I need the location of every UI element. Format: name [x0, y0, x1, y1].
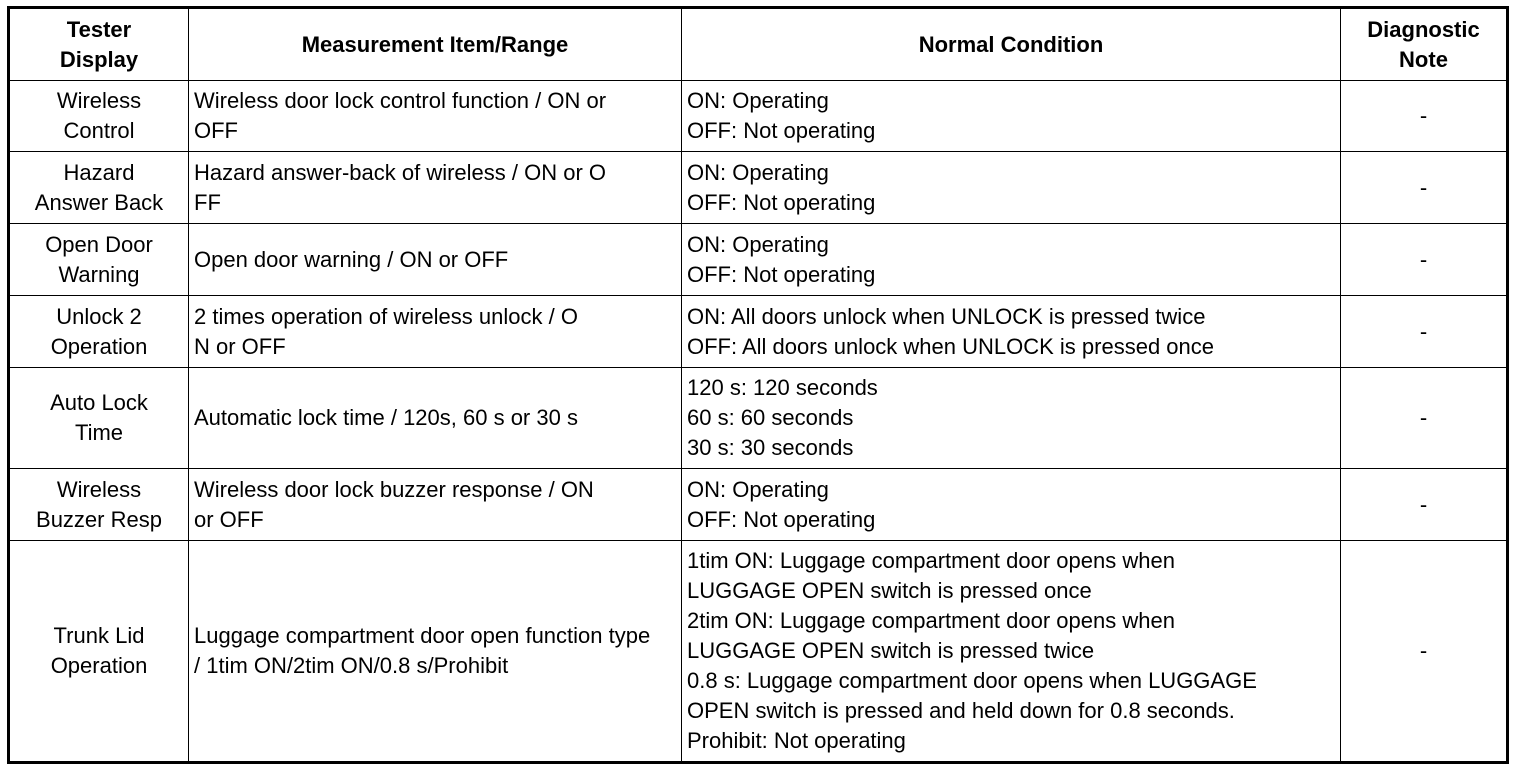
tester-display-cell-line: Wireless [56, 476, 142, 502]
tester-display-cell-line: Trunk Lid [53, 623, 145, 648]
tester-display-cell [9, 81, 189, 152]
table-row [9, 152, 1508, 224]
normal-condition-cell-line: ON: All doors unlock when UNLOCK is pressed twice [687, 303, 1206, 329]
header-tester-display-line-1: Tester [66, 16, 132, 42]
tester-display-cell-line: Open Door [45, 231, 153, 257]
normal-condition-cell-line: OFF: Not operating [687, 261, 876, 287]
measurement-item-cell [189, 152, 682, 224]
measurement-item-cell [189, 469, 682, 541]
measurement-item-cell-line: N or OFF [194, 333, 286, 359]
measurement-item-cell-line: Automatic lock time / 120s, 60 s or 30 s [194, 405, 578, 430]
diagnostic-note-cell [1341, 368, 1508, 469]
diagnostic-note-cell-line: - [1419, 318, 1428, 344]
diagnostic-note-cell-line: - [1419, 103, 1428, 128]
measurement-item-cell [189, 81, 682, 152]
table-row [9, 81, 1508, 152]
normal-condition-cell-line: LUGGAGE OPEN switch is pressed twice [687, 638, 1095, 663]
normal-condition-cell-line: 2tim ON: Luggage compartment door opens when [687, 608, 1175, 633]
normal-condition-cell-line: 0.8 s: Luggage compartment door opens when LUGGAGE [687, 668, 1257, 693]
tester-display-cell-line: Auto Lock [50, 390, 148, 415]
normal-condition-cell-line: ON: Operating [687, 88, 829, 113]
normal-condition-cell-line: 60 s: 60 seconds [687, 405, 854, 430]
tester-display-cell-line: Wireless [56, 88, 142, 113]
normal-condition-cell-line: 120 s: 120 seconds [687, 375, 878, 400]
table-row [9, 368, 1508, 469]
tester-display-cell [9, 296, 189, 368]
measurement-item-cell-line: Wireless door lock buzzer response / ON [194, 476, 594, 502]
diagnostic-note-cell [1341, 152, 1508, 224]
normal-condition-cell-line: ON: Operating [687, 476, 829, 502]
diagnostic-note-cell-line: - [1419, 638, 1428, 663]
tester-display-cell [9, 541, 189, 763]
header-tester-display-line-2: Display [59, 46, 139, 72]
diagnostic-note-cell [1341, 469, 1508, 541]
tester-display-cell [9, 469, 189, 541]
tester-display-cell-line: Answer Back [34, 189, 164, 215]
tester-display-cell-line: Warning [58, 261, 140, 287]
tester-display-cell [9, 224, 189, 296]
tester-display-cell-line: Operation [50, 653, 148, 678]
normal-condition-cell [682, 224, 1341, 296]
measurement-item-cell [189, 541, 682, 763]
normal-condition-cell-line: ON: Operating [687, 231, 829, 257]
normal-condition-cell [682, 541, 1341, 763]
header-diagnostic-note [1341, 8, 1508, 81]
diagnostic-note-cell-line: - [1419, 246, 1428, 272]
measurement-item-cell-line: FF [194, 189, 221, 215]
tester-display-cell-line: Time [74, 420, 124, 445]
normal-condition-cell-line: LUGGAGE OPEN switch is pressed once [687, 578, 1092, 603]
tester-display-cell-line: Buzzer Resp [36, 506, 162, 532]
header-row [9, 8, 1508, 81]
header-diagnostic-note-line-2: Note [1399, 46, 1448, 72]
table-row [9, 541, 1508, 763]
measurement-item-cell [189, 296, 682, 368]
measurement-item-cell-line: / 1tim ON/2tim ON/0.8 s/Prohibit [194, 653, 509, 678]
tester-display-cell-line: Operation [50, 333, 148, 359]
tester-display-cell-line: Unlock 2 [56, 303, 142, 329]
measurement-item-cell-line: Hazard answer-back of wireless / ON or O [194, 159, 607, 185]
normal-condition-cell [682, 81, 1341, 152]
header-diagnostic-note-line-1: Diagnostic [1367, 16, 1480, 42]
diagnostic-note-cell-line: - [1419, 491, 1428, 517]
tester-display-cell-line: Hazard [63, 159, 135, 185]
table-row [9, 469, 1508, 541]
normal-condition-cell [682, 368, 1341, 469]
table-body [9, 81, 1508, 763]
diagnostic-note-cell [1341, 296, 1508, 368]
diagnostic-note-cell-line: - [1419, 174, 1428, 200]
spec-table-wrapper [7, 6, 1509, 764]
header-tester-display [9, 8, 189, 81]
diagnostic-note-cell [1341, 541, 1508, 763]
diagnostic-note-cell [1341, 224, 1508, 296]
normal-condition-cell-line: ON: Operating [687, 159, 829, 185]
measurement-item-cell-line: Open door warning / ON or OFF [194, 246, 509, 272]
tester-display-cell-line: Control [63, 118, 135, 143]
diagnostic-note-cell [1341, 81, 1508, 152]
normal-condition-cell-line: OFF: All doors unlock when UNLOCK is pressed once [687, 333, 1215, 359]
normal-condition-cell [682, 469, 1341, 541]
measurement-item-cell-line: 2 times operation of wireless unlock / O [194, 303, 578, 329]
diagnostic-note-cell-line: - [1419, 405, 1428, 430]
tester-display-cell [9, 152, 189, 224]
normal-condition-cell-line: OPEN switch is pressed and held down for 0.8 seconds. [687, 698, 1235, 723]
normal-condition-cell-line: OFF: Not operating [687, 118, 876, 143]
measurement-item-cell [189, 224, 682, 296]
measurement-item-cell-line: Luggage compartment door open function type [194, 623, 651, 648]
normal-condition-cell-line: Prohibit: Not operating [687, 728, 906, 753]
measurement-item-cell [189, 368, 682, 469]
normal-condition-cell-line: 1tim ON: Luggage compartment door opens when [687, 548, 1175, 573]
table-row [9, 224, 1508, 296]
header-measurement-item: Measurement Item/Range [189, 8, 682, 81]
measurement-item-cell-line: Wireless door lock control function / ON or [194, 88, 607, 113]
tester-display-cell [9, 368, 189, 469]
measurement-item-cell-line: OFF [194, 118, 238, 143]
table-row [9, 296, 1508, 368]
normal-condition-cell [682, 152, 1341, 224]
measurement-item-cell-line: or OFF [194, 506, 264, 532]
header-normal-condition: Normal Condition [682, 8, 1341, 81]
normal-condition-cell-line: 30 s: 30 seconds [687, 435, 854, 460]
normal-condition-cell-line: OFF: Not operating [687, 506, 876, 532]
normal-condition-cell [682, 296, 1341, 368]
normal-condition-cell-line: OFF: Not operating [687, 189, 876, 215]
data-monitor-table [7, 6, 1509, 764]
